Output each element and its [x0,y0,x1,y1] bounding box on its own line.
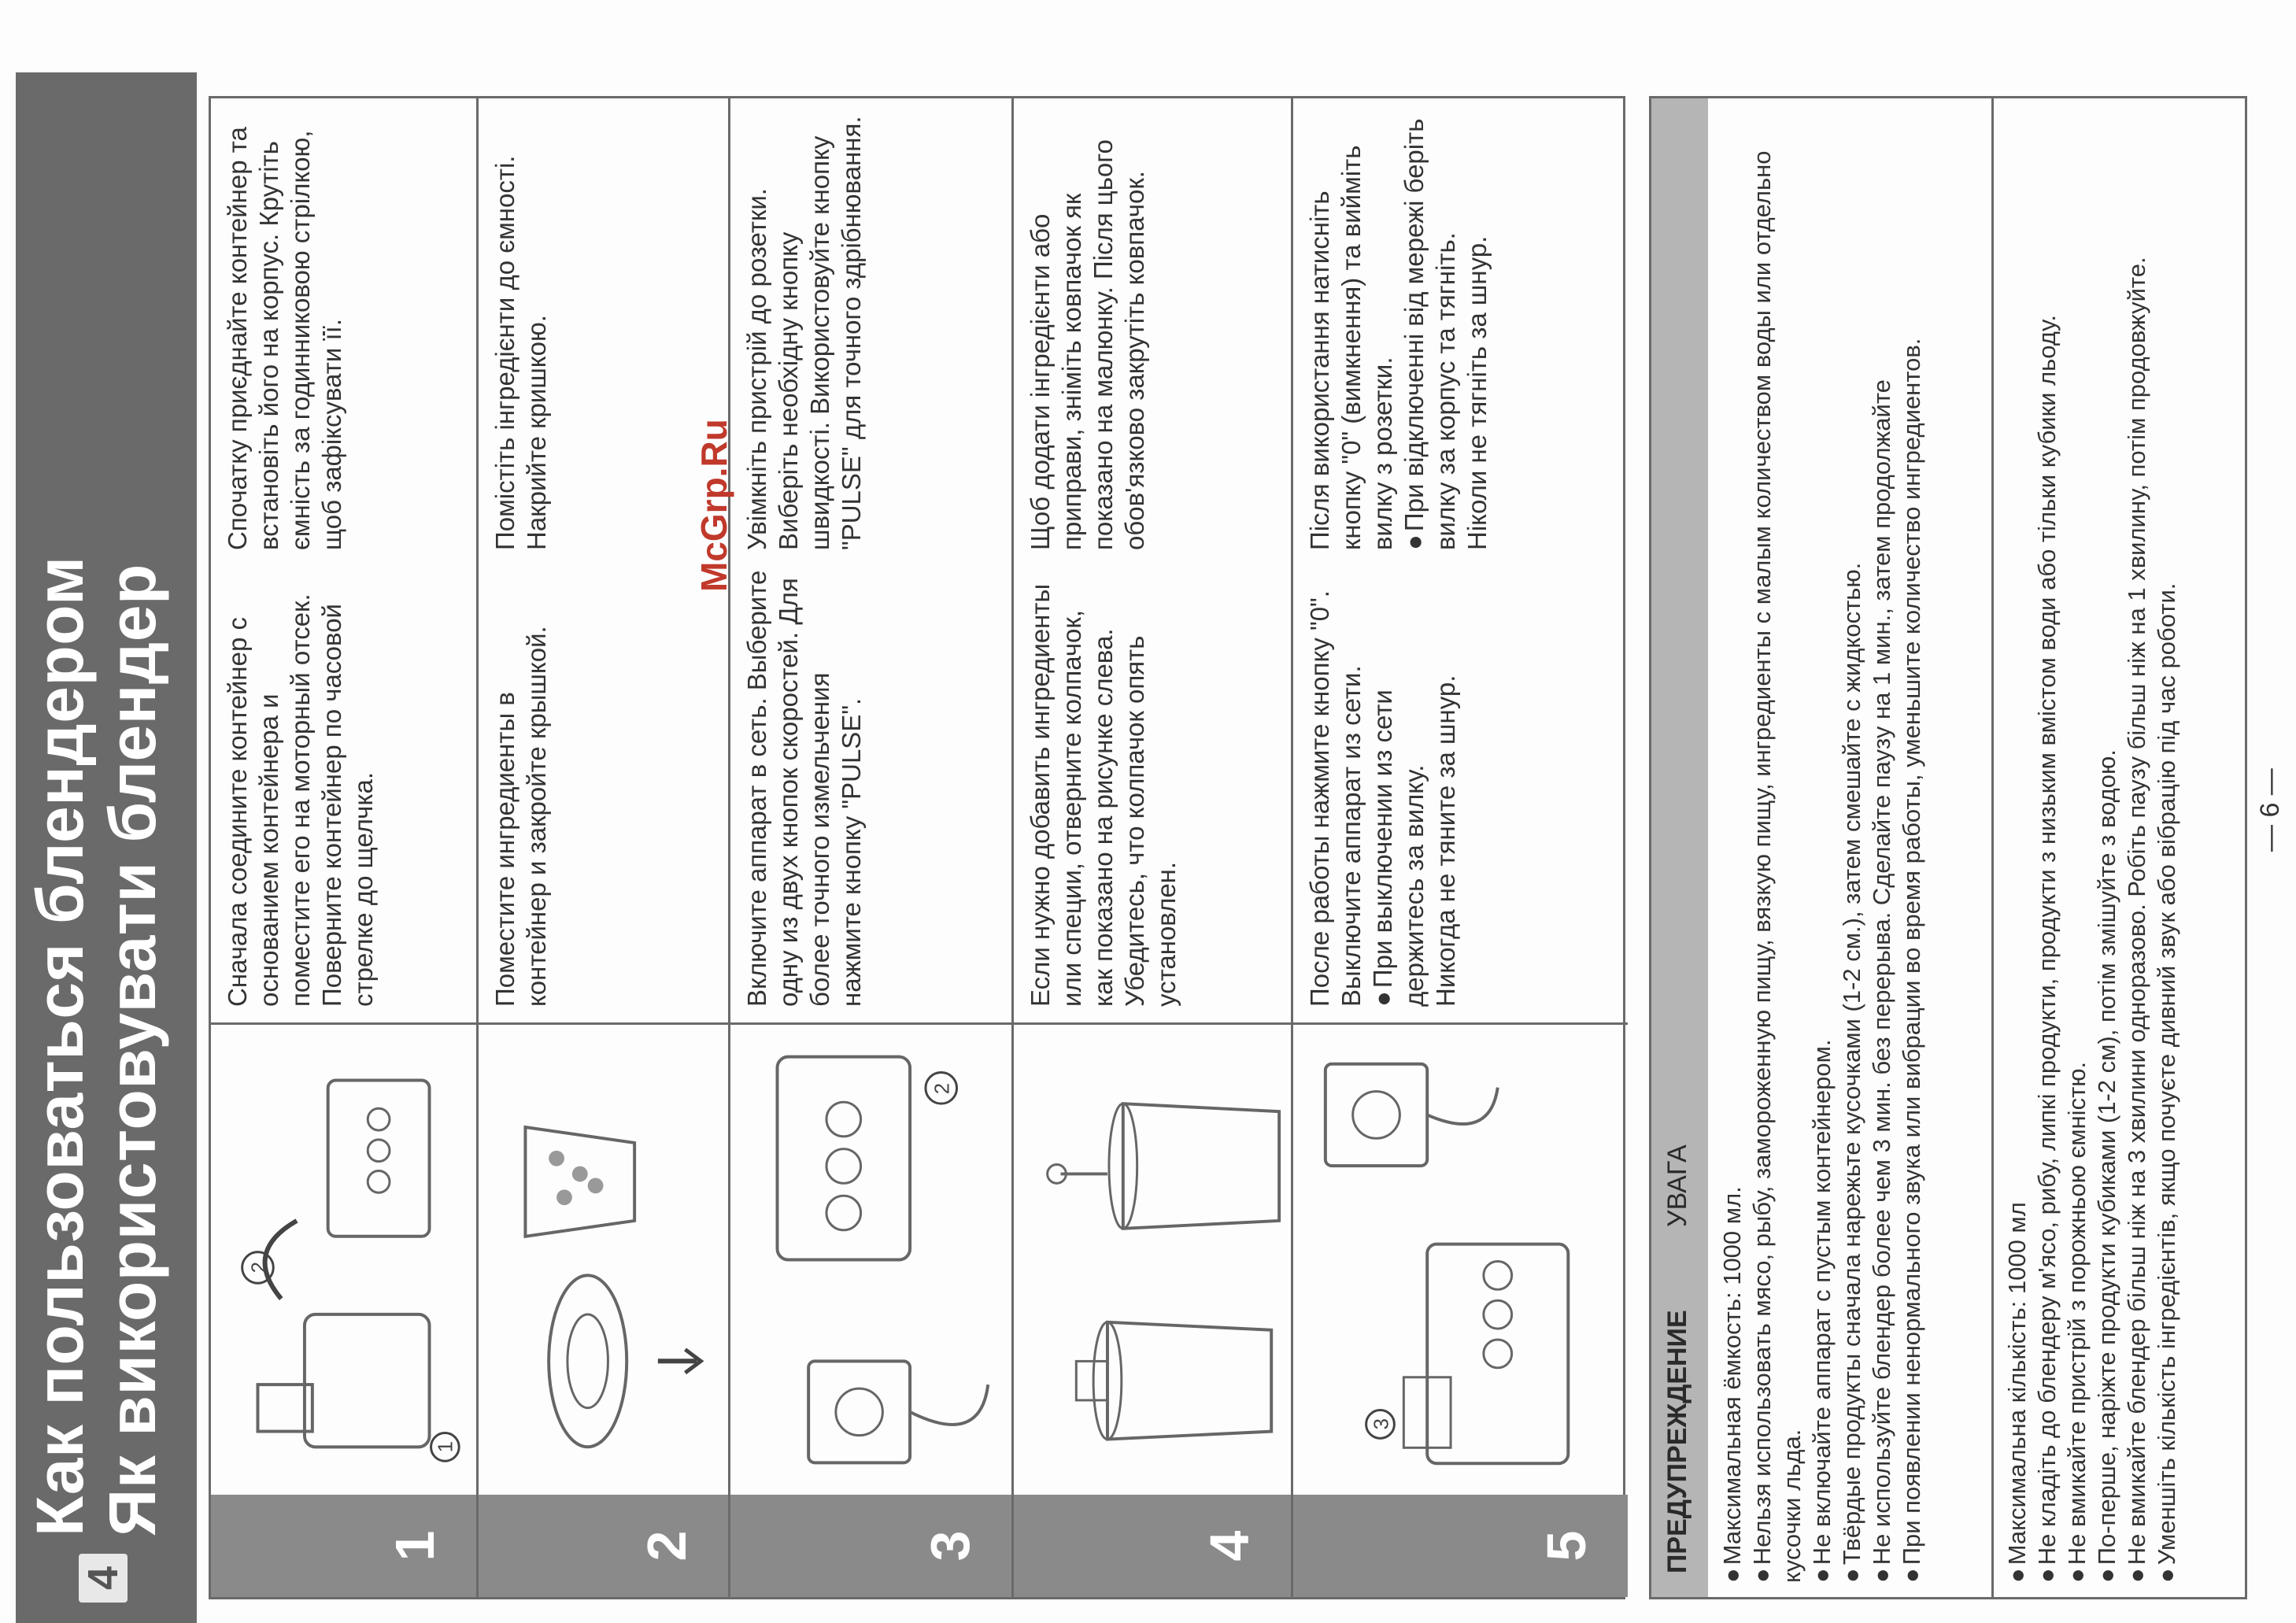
warning-heading-ru: ПРЕДУПРЕЖДЕНИЕ [1662,1310,1692,1573]
list-item: ● Максимальная ёмкость: 1000 мл. [1717,111,1747,1583]
list-item: ● Уменшіть кількість інгредієнтів, якщо почуєте дивний звук або вібрацію під час роботи. [2152,111,2182,1583]
section-number: 4 [79,1554,128,1603]
page-title-ua: Як використовувати блендер [95,564,169,1536]
list-item: ● Не вмикайте пристрій з порожньою ємністю. [2062,111,2092,1583]
step-3-illustration [730,1022,1011,1495]
svg-text:3: 3 [1370,1418,1393,1430]
blender-assembly-icon [211,1025,476,1495]
step-number: 1 [211,1495,476,1597]
step-1-illustration [211,1022,476,1495]
step-2-text-ru: Поместите ингредиенты в контейнер и закройте крышкой. [490,626,551,1007]
step-5 [1293,98,1628,1597]
plug-and-speed-buttons-icon [730,1025,1011,1495]
step-3-text-ua: Увімкніть пристрій до розетки. Виберіть необхідну кнопку швидкості. Використовуйте кнопку "PULSE" для точного здрібнювання. [742,116,866,550]
step-5-text-ua: Після використання натисніть кнопку "0" (вимкнення) та вийміть вилку з розетки. ● При відключенні від мережі беріть вилку за корпус та тягніть. Ніколи не тягніть за шнур. [1304,109,1493,550]
step-1-text-ua: Спочатку приєднайте контейнер та встановіть його на корпус. Крутіть ємність за годинниковою стрілкою, щоб зафіксувати її. [223,127,346,550]
step-4 [1014,98,1293,1597]
add-ingredients-icon [479,1025,728,1495]
list-item: ● При появлении ненормального звука или вибрации во время работы, уменьшите количество ингредиентов. [1897,111,1927,1583]
list-item: ● Не вмикайте блендер більш ніж на 3 хвилини одноразово. Робіть паузу більш ніж на 1 хвилину, потім продовжуйте. [2122,111,2152,1583]
step-5-text-ru: После работы нажмите кнопку "0". Выключите аппарат из сети. ● При выключении из сети держитесь за вилку. Никогда не тяните за шнур. [1304,566,1462,1007]
step-number: 5 [1293,1495,1628,1597]
steps-table [209,96,1625,1599]
step-1-text-ru: Сначала соедините контейнер с основанием контейнера и поместите его на моторный отсек. Поверните контейнер по часовой стрелке до щелчка. [223,593,378,1007]
step-4-text-ua: Щоб додати інгредієнти або приправи, зніміть ковпачок як показано на малюнку. Після цього обов'язково закрутіть ковпачок. [1026,139,1149,550]
divider [1991,98,1994,1597]
svg-text:2: 2 [248,1262,271,1274]
watermark: McGrp.Ru [693,419,734,592]
page-title-ru: Как пользоваться блендером [23,556,97,1536]
svg-text:1: 1 [434,1440,457,1453]
list-item: ● Не кладіть до блендеру м'ясо, рибу, липкі продукти, продукти з низьким вмістом води або тільки кубики льоду. [2032,111,2062,1583]
step-2-text-ua: Помістіть інгредієнти до ємності. Накрийте кришкою. [490,155,551,550]
step-number: 4 [1014,1495,1291,1597]
list-item: ● Нельзя использовать мясо, рыбу, замороженную пищу, вязкую пищу, ингредиенты с малым количеством воды или отдельно кусочки льда. [1747,111,1807,1583]
list-item: ● Не используйте блендер более чем 3 мин. без перерыва. Сделайте паузу на 1 мин., затем продолжайте [1867,111,1897,1583]
warning-heading-ua: УВАГА [1662,1144,1692,1227]
list-item: ● Не включайте аппарат с пустым контейнером. [1807,111,1837,1583]
step-3 [730,98,1014,1597]
step-2-illustration [479,1022,728,1495]
step-2 [479,98,730,1597]
list-item: ● Твёрдые продукты сначала нарежьте кусочками (1-2 см.), затем смешайте с жидкостью. [1837,111,1867,1583]
step-4-illustration [1014,1022,1291,1495]
warning-header [1651,98,1708,1597]
step-number: 3 [730,1495,1011,1597]
step-3-text-ru: Включите аппарат в сеть. Выберите одну из двух кнопок скоростей. Для более точного измельчения нажмите кнопку "PULSE". [742,570,866,1007]
step-number: 2 [479,1495,728,1597]
page-number: — 6 — [2255,768,2285,852]
step-5-illustration [1293,1022,1628,1495]
warning-list-ru [1717,111,1927,1583]
unplug-icon [1293,1025,1628,1495]
svg-text:2: 2 [931,1082,954,1095]
remove-cap-icon [1014,1025,1291,1495]
step-4-text-ru: Если нужно добавить ингредиенты или специи, отверните колпачок, как показано на рисунке слева. Убедитесь, что колпачок опять установлен. [1026,583,1181,1007]
list-item: ● Максимальна кількість: 1000 мл [2002,111,2032,1583]
warning-box [1649,96,2247,1599]
warning-list-ua [2002,111,2182,1583]
list-item: ● По-перше, наріжте продукти кубиками (1-2 см), потім змішуйте з водою. [2092,111,2122,1583]
step-1 [211,98,479,1597]
